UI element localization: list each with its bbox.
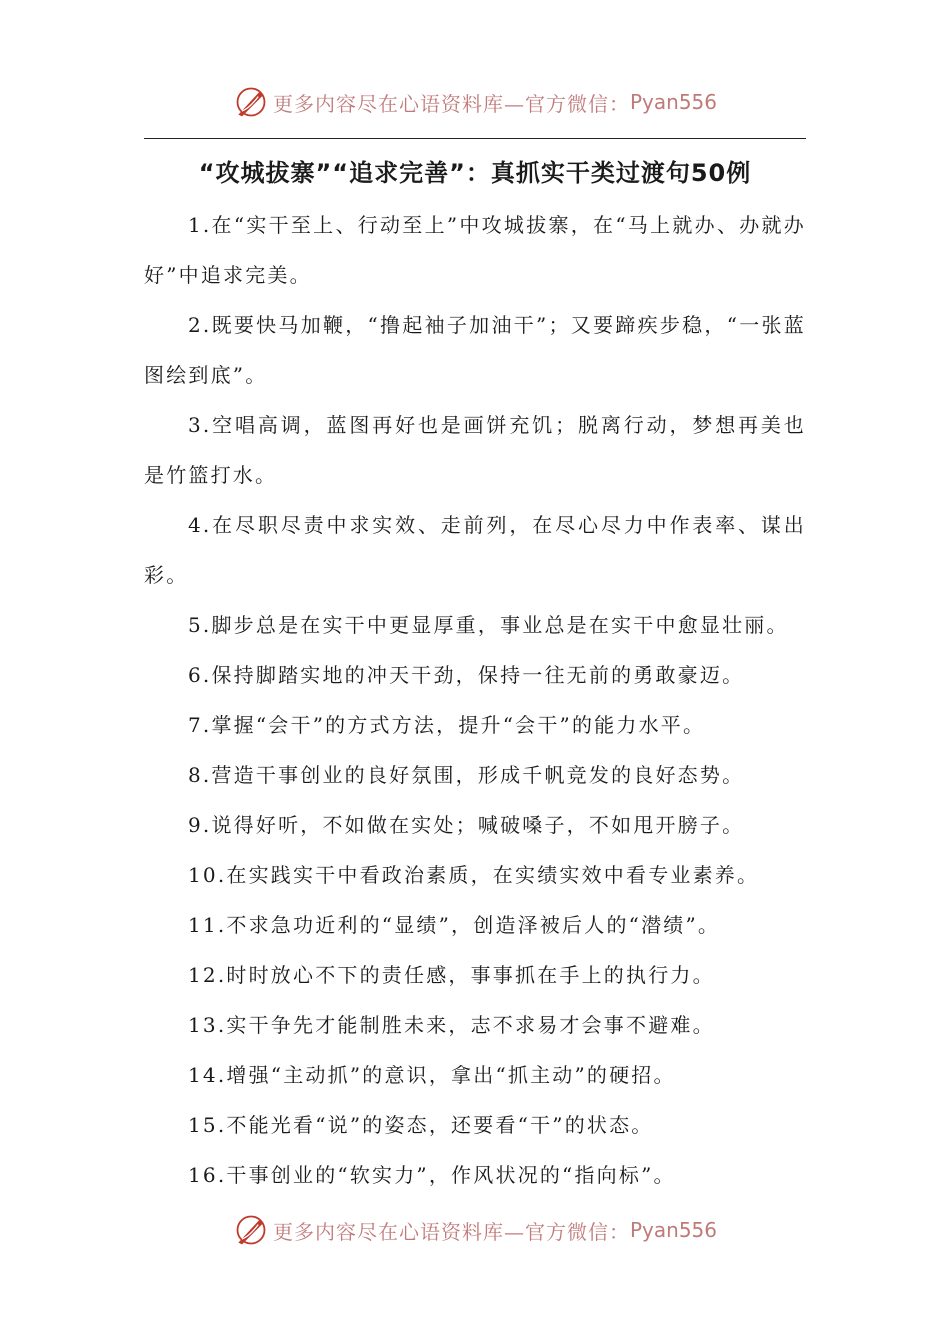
banner-text: 更多内容尽在心语资料库—官方微信： bbox=[272, 91, 630, 116]
banner-wechat-id: Pyan556 bbox=[629, 90, 717, 114]
list-item: 14.增强“主动抓”的意识，拿出“抓主动”的硬招。 bbox=[188, 1063, 676, 1087]
list-item: 13.实干争先才能制胜未来，志不求易才会事不避难。 bbox=[188, 1013, 715, 1037]
pen-logo-icon bbox=[233, 1212, 269, 1248]
list-item: 10.在实践实干中看政治素质，在实绩实效中看专业素养。 bbox=[188, 863, 760, 887]
document-body bbox=[144, 200, 806, 1200]
list-item: 9.说得好听，不如做在实处；喊破嗓子，不如甩开膀子。 bbox=[188, 813, 745, 837]
list-item: 2.既要快马加鞭，“撸起袖子加油干”；又要蹄疾步稳，“一张蓝图绘到底”。 bbox=[144, 313, 806, 387]
list-item: 15.不能光看“说”的姿态，还要看“干”的状态。 bbox=[188, 1113, 654, 1137]
list-item: 3.空唱高调，蓝图再好也是画饼充饥；脱离行动，梦想再美也是竹篮打水。 bbox=[144, 413, 806, 487]
list-item: 7.掌握“会干”的方式方法，提升“会干”的能力水平。 bbox=[188, 713, 706, 737]
list-item: 5.脚步总是在实干中更显厚重，事业总是在实干中愈显壮丽。 bbox=[188, 613, 789, 637]
pen-logo-icon bbox=[233, 84, 269, 120]
banner-wechat-id: Pyan556 bbox=[629, 1218, 717, 1242]
list-item: 16.干事创业的“软实力”，作风状况的“指向标”。 bbox=[188, 1163, 676, 1187]
document-title: “攻城拔寨”“追求完善”：真抓实干类过渡句50例 bbox=[198, 159, 752, 187]
header-banner bbox=[0, 82, 950, 122]
header-divider bbox=[144, 138, 806, 139]
list-item: 8.营造干事创业的良好氛围，形成千帆竞发的良好态势。 bbox=[188, 763, 745, 787]
list-item: 12.时时放心不下的责任感，事事抓在手上的执行力。 bbox=[188, 963, 715, 987]
list-item: 6.保持脚踏实地的冲天干劲，保持一往无前的勇敢豪迈。 bbox=[188, 663, 745, 687]
banner-text: 更多内容尽在心语资料库—官方微信： bbox=[272, 1219, 630, 1244]
list-item: 1.在“实干至上、行动至上”中攻城拔寨，在“马上就办、办就办好”中追求完美。 bbox=[144, 213, 806, 287]
list-item: 4.在尽职尽责中求实效、走前列，在尽心尽力中作表率、谋出彩。 bbox=[144, 513, 806, 587]
list-item: 11.不求急功近利的“显绩”，创造泽被后人的“潜绩”。 bbox=[188, 913, 721, 937]
footer-banner bbox=[0, 1210, 950, 1250]
